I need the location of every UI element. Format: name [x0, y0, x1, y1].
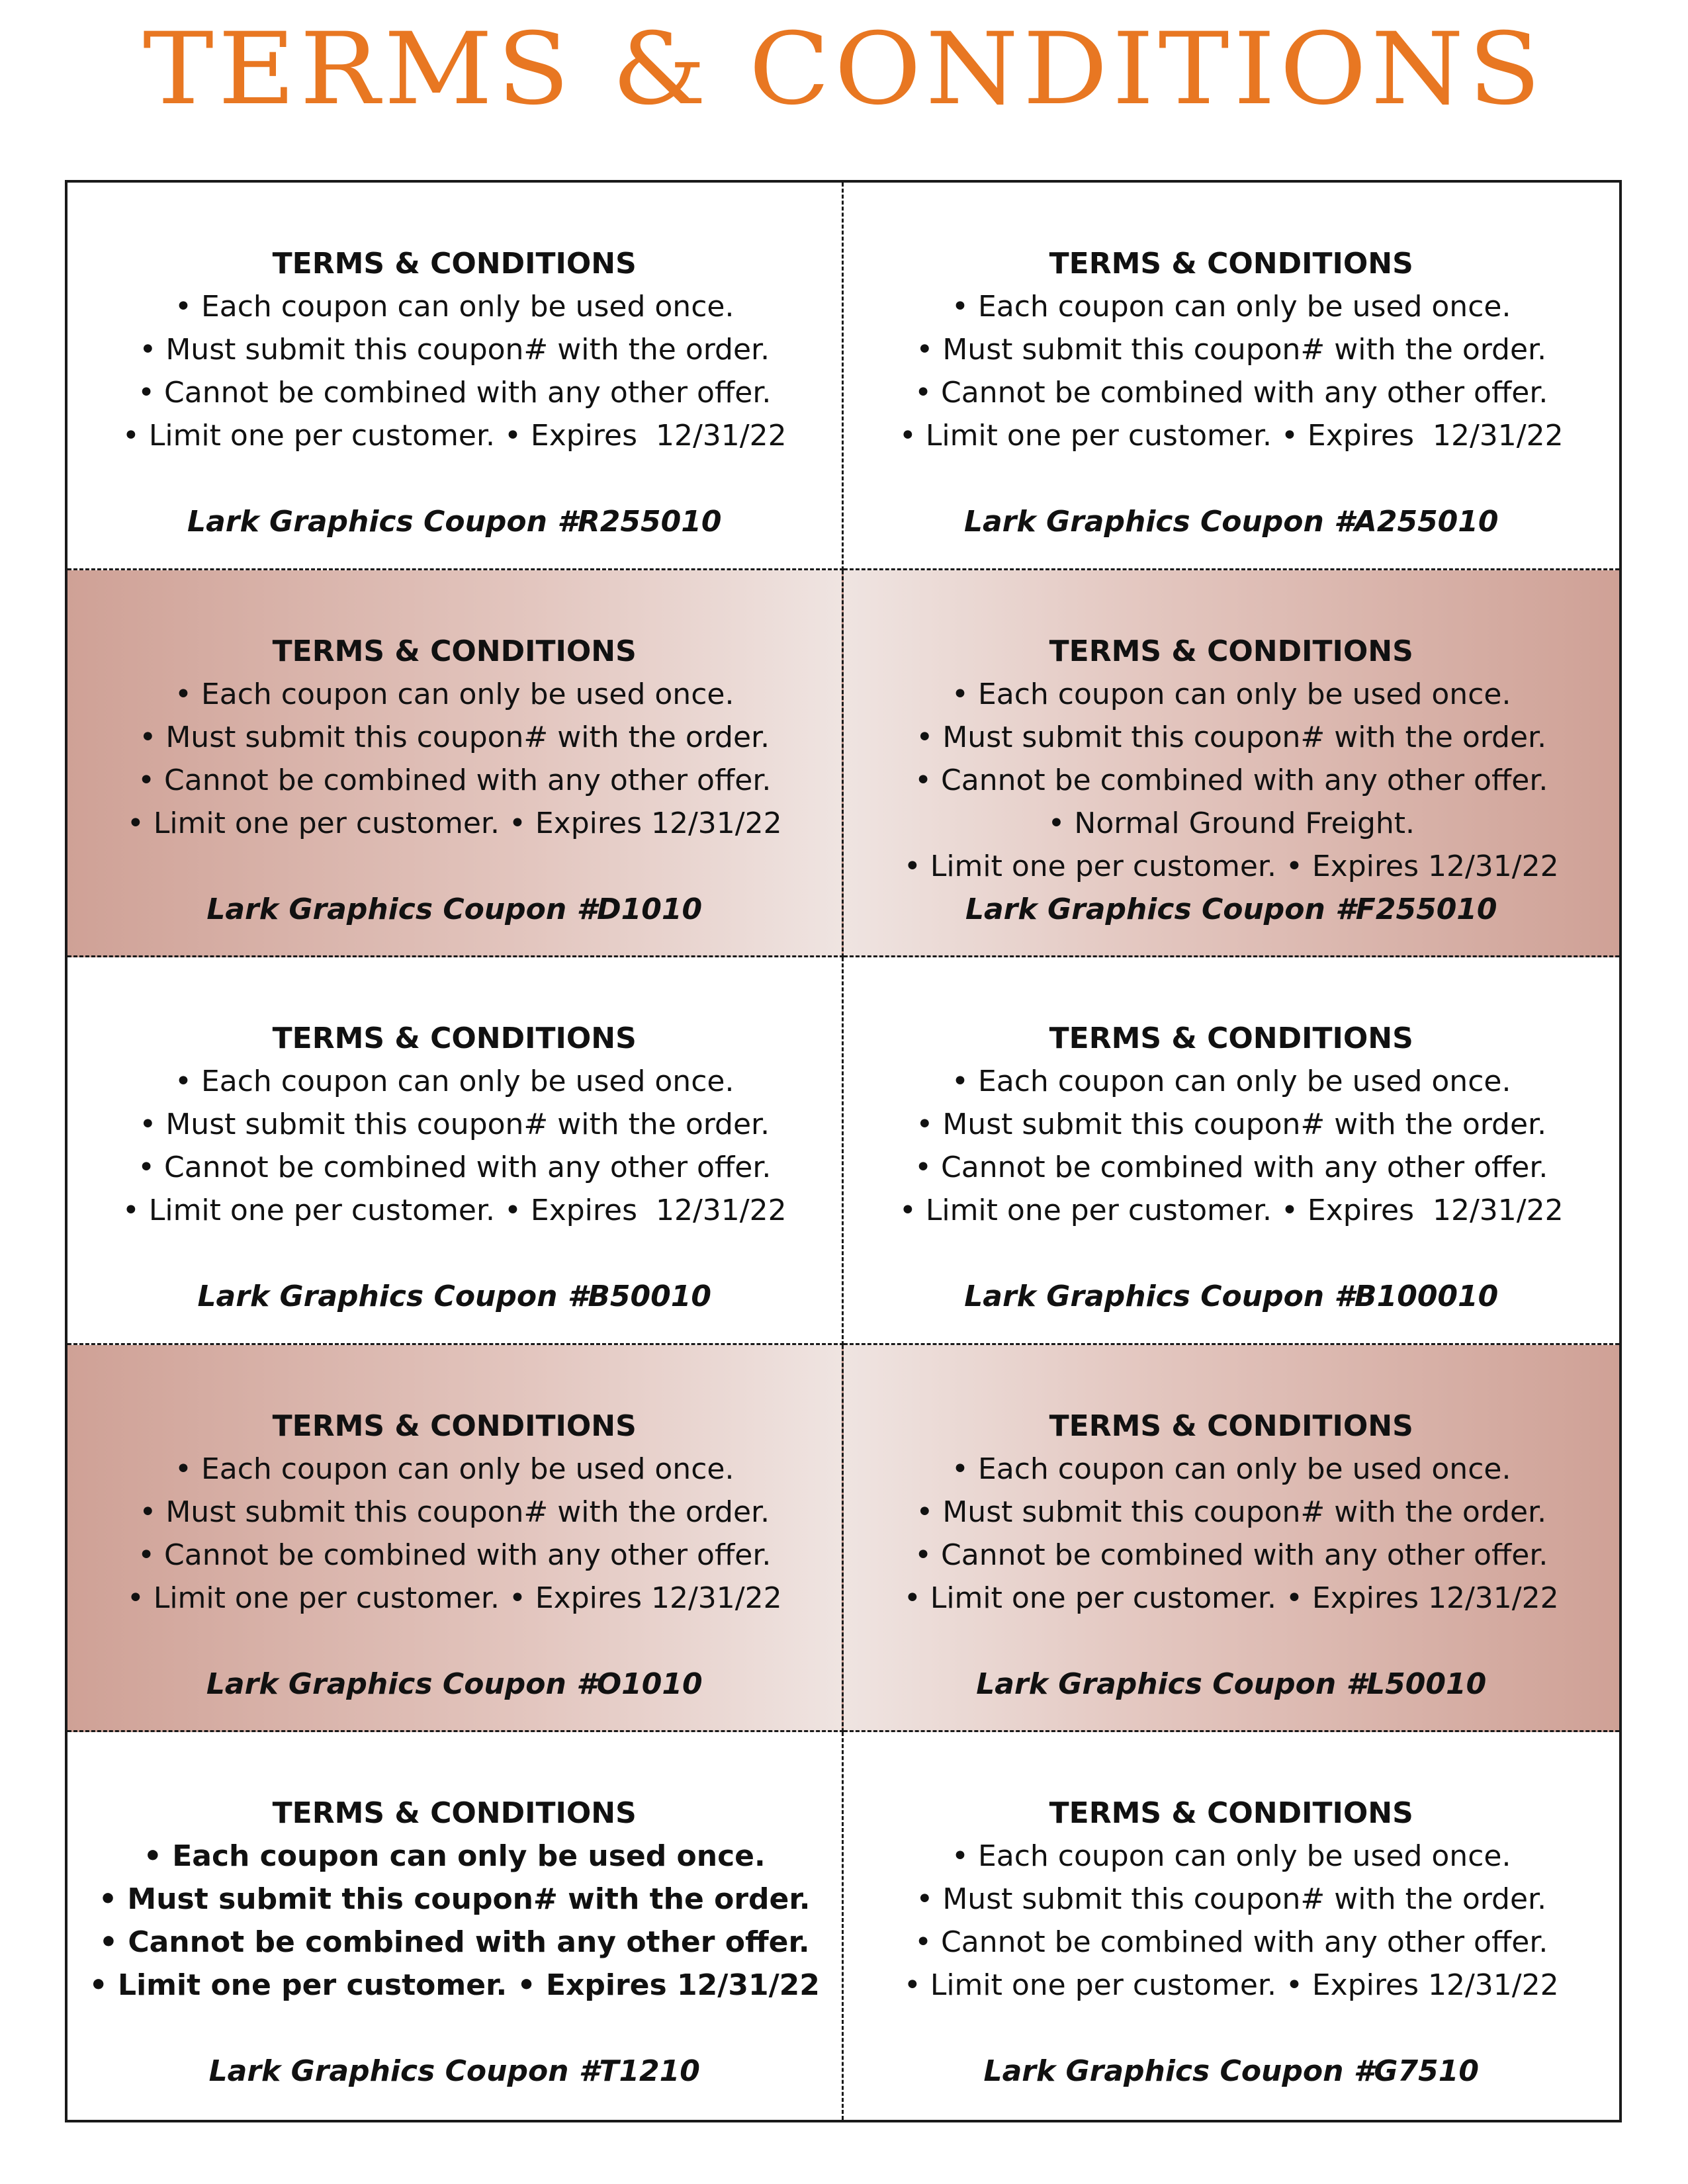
- coupon-card-d1010: [67, 570, 844, 958]
- coupon-card-g7510: [844, 1732, 1620, 2120]
- coupon-term: • Each coupon can only be used once.: [175, 1065, 734, 1099]
- page-title: TERMS & CONDITIONS: [142, 12, 1546, 127]
- coupon-code: Lark Graphics Coupon #B100010: [964, 1280, 1499, 1314]
- coupon-term: • Limit one per customer. • Expires 12/31/22: [903, 849, 1559, 883]
- coupon-term: • Cannot be combined with any other offer.: [138, 1538, 772, 1572]
- coupon-term: • Each coupon can only be used once.: [175, 677, 734, 711]
- coupon-term: • Must submit this coupon# with the order.: [139, 720, 770, 754]
- coupon-term: • Must submit this coupon# with the order.: [916, 1882, 1547, 1917]
- coupon-term: • Must submit this coupon# with the order.: [139, 1108, 770, 1142]
- coupon-term: • Normal Ground Freight.: [1047, 806, 1415, 840]
- coupon-grid: [65, 180, 1622, 2122]
- coupon-term: • Must submit this coupon# with the order.: [139, 1495, 770, 1529]
- coupon-term: • Cannot be combined with any other offer.: [914, 763, 1548, 797]
- coupon-term: • Cannot be combined with any other offer.: [914, 1538, 1548, 1572]
- coupon-term: • Must submit this coupon# with the order.: [916, 1495, 1547, 1529]
- coupon-term: • Must submit this coupon# with the order.: [916, 1108, 1547, 1142]
- coupon-heading: TERMS & CONDITIONS: [1049, 1022, 1413, 1056]
- coupon-term: • Must submit this coupon# with the order.: [916, 720, 1547, 754]
- coupon-card-l50010: [844, 1345, 1620, 1733]
- coupon-code: Lark Graphics Coupon #A255010: [963, 505, 1499, 539]
- coupon-term: • Each coupon can only be used once.: [952, 677, 1511, 711]
- coupon-term: • Limit one per customer. • Expires 12/31/22: [122, 1194, 787, 1228]
- coupon-card-o1010: [67, 1345, 844, 1733]
- coupon-card-a255010: [844, 183, 1620, 570]
- coupon-heading: TERMS & CONDITIONS: [1049, 1409, 1413, 1443]
- coupon-code: Lark Graphics Coupon #T1210: [208, 2054, 700, 2089]
- coupon-code: Lark Graphics Coupon #R255010: [187, 505, 722, 539]
- coupon-heading: TERMS & CONDITIONS: [272, 634, 637, 668]
- coupon-heading: TERMS & CONDITIONS: [272, 247, 637, 281]
- coupon-code: Lark Graphics Coupon #G7510: [983, 2054, 1479, 2089]
- coupon-code: Lark Graphics Coupon #F255010: [965, 892, 1497, 926]
- coupon-term: • Cannot be combined with any other offer.: [914, 376, 1548, 410]
- coupon-term: • Limit one per customer. • Expires 12/31/22: [126, 806, 782, 840]
- coupon-term: • Limit one per customer. • Expires 12/31/22: [903, 1581, 1559, 1615]
- coupon-term: • Limit one per customer. • Expires 12/31/22: [899, 419, 1564, 453]
- coupon-card-r255010: [67, 183, 844, 570]
- coupon-term: • Each coupon can only be used once.: [952, 1839, 1511, 1874]
- coupon-term: • Must submit this coupon# with the order.: [916, 333, 1547, 367]
- coupon-heading: TERMS & CONDITIONS: [1049, 1796, 1413, 1831]
- coupon-term: • Cannot be combined with any other offer.: [914, 1151, 1548, 1185]
- coupon-card-b100010: [844, 957, 1620, 1345]
- coupon-term: • Cannot be combined with any other offer.: [138, 376, 772, 410]
- coupon-heading: TERMS & CONDITIONS: [272, 1796, 637, 1831]
- coupon-term: • Limit one per customer. • Expires 12/31/22: [126, 1581, 782, 1615]
- coupon-code: Lark Graphics Coupon #B50010: [197, 1280, 711, 1314]
- coupon-code: Lark Graphics Coupon #L50010: [976, 1667, 1487, 1701]
- coupon-heading: TERMS & CONDITIONS: [272, 1409, 637, 1443]
- coupon-term: • Each coupon can only be used once.: [175, 290, 734, 324]
- coupon-heading: TERMS & CONDITIONS: [272, 1022, 637, 1056]
- coupon-term: • Cannot be combined with any other offer.: [138, 763, 772, 797]
- coupon-code: Lark Graphics Coupon #D1010: [206, 892, 703, 926]
- coupon-term: • Each coupon can only be used once.: [175, 1452, 734, 1486]
- coupon-term: • Each coupon can only be used once.: [952, 1452, 1511, 1486]
- coupon-term: • Must submit this coupon# with the order.: [98, 1882, 811, 1917]
- coupon-term: • Limit one per customer. • Expires 12/31/22: [122, 419, 787, 453]
- coupon-card-f255010: [844, 570, 1620, 958]
- coupon-term: • Each coupon can only be used once.: [143, 1839, 766, 1874]
- coupon-term: • Limit one per customer. • Expires 12/31/22: [89, 1968, 820, 2003]
- coupon-term: • Each coupon can only be used once.: [952, 1065, 1511, 1099]
- coupon-term: • Cannot be combined with any other offer.: [99, 1925, 810, 1960]
- coupon-card-t1210: [67, 1732, 844, 2120]
- coupon-term: • Limit one per customer. • Expires 12/31/22: [903, 1968, 1559, 2003]
- coupon-term: • Limit one per customer. • Expires 12/31/22: [899, 1194, 1564, 1228]
- coupon-code: Lark Graphics Coupon #O1010: [206, 1667, 703, 1701]
- coupon-term: • Cannot be combined with any other offer.: [914, 1925, 1548, 1960]
- coupon-term: • Cannot be combined with any other offer.: [138, 1151, 772, 1185]
- coupon-term: • Must submit this coupon# with the order.: [139, 333, 770, 367]
- coupon-heading: TERMS & CONDITIONS: [1049, 634, 1413, 668]
- coupon-heading: TERMS & CONDITIONS: [1049, 247, 1413, 281]
- coupon-term: • Each coupon can only be used once.: [952, 290, 1511, 324]
- coupon-card-b50010: [67, 957, 844, 1345]
